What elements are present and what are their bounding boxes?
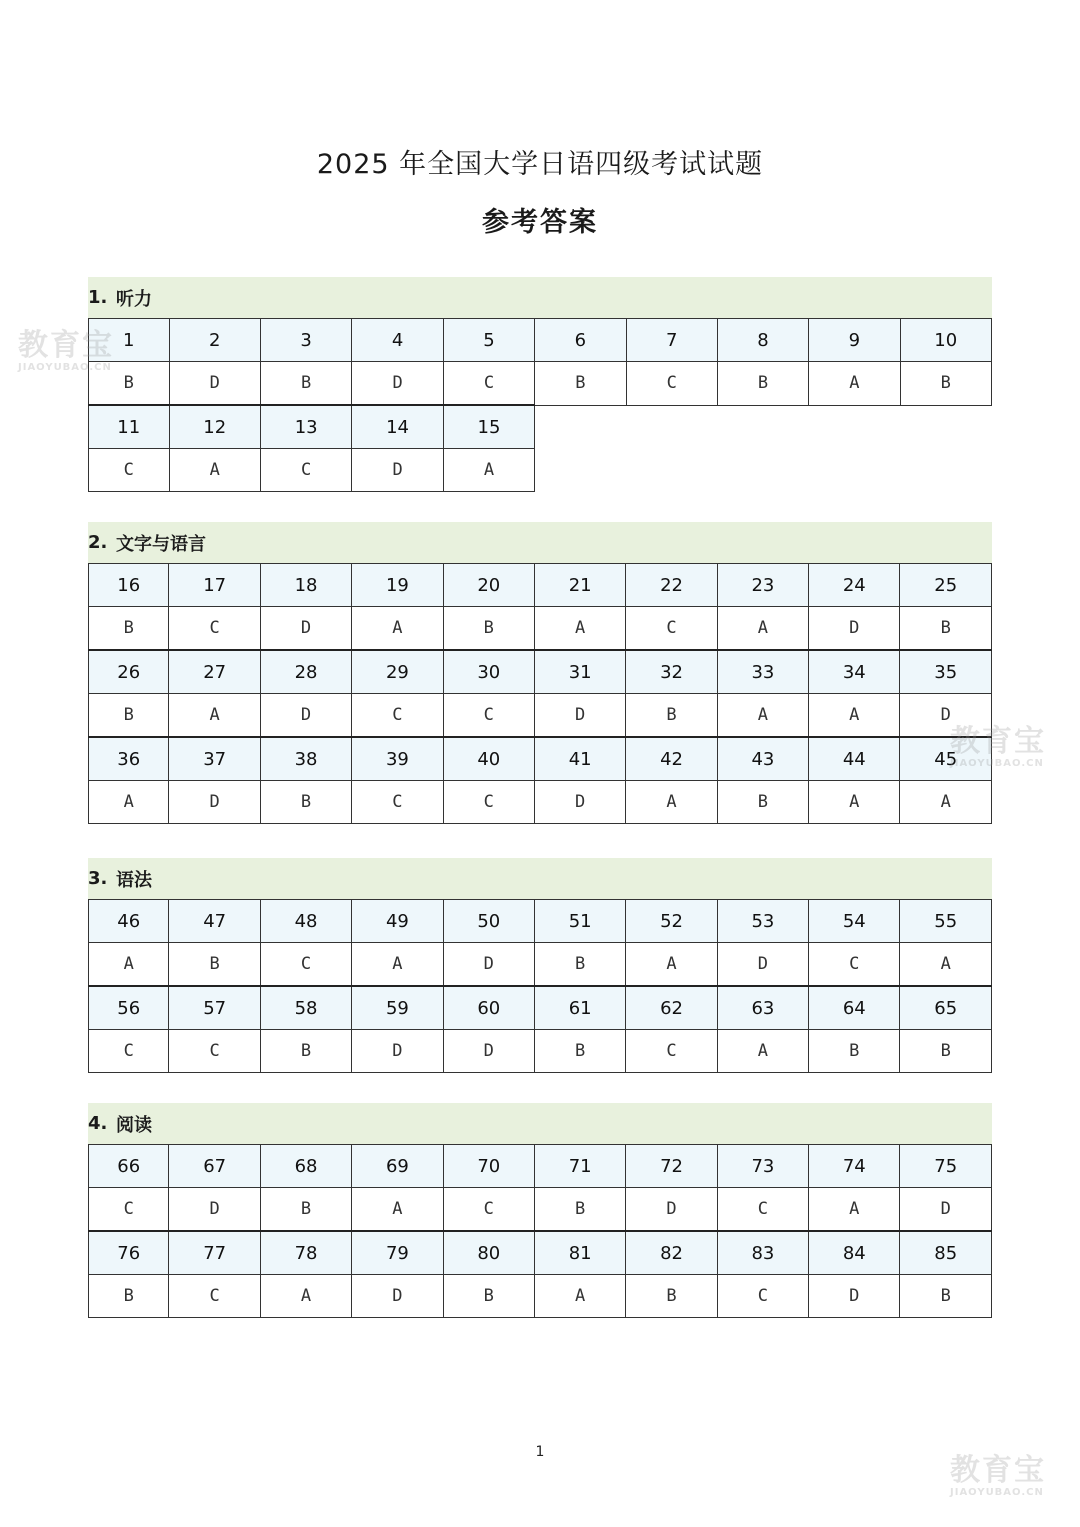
question-number: 69 <box>352 1145 443 1188</box>
answer-letter: A <box>352 1188 443 1232</box>
answer-table <box>88 563 992 824</box>
question-number: 51 <box>534 900 625 943</box>
answer-letter: D <box>626 1188 717 1232</box>
question-number: 40 <box>443 737 534 781</box>
answer-letter: B <box>89 694 169 738</box>
answer-letter: A <box>717 1030 808 1073</box>
question-number: 29 <box>352 650 443 694</box>
question-number: 33 <box>717 650 808 694</box>
answer-letter: D <box>260 694 351 738</box>
watermark-url: JIAOYUBAO.CN <box>18 362 112 373</box>
answer-letter: D <box>443 943 534 987</box>
answer-letter: A <box>169 694 260 738</box>
section-header <box>88 1103 992 1144</box>
section-title: 阅读 <box>116 1114 152 1136</box>
question-number: 36 <box>89 737 169 781</box>
question-number: 43 <box>717 737 808 781</box>
answer-letter: B <box>900 362 991 406</box>
answer-letter: D <box>169 1188 260 1232</box>
answer-letter: B <box>169 943 260 987</box>
question-number: 48 <box>260 900 351 943</box>
answer-letter: B <box>900 1275 992 1318</box>
question-number: 13 <box>260 405 351 449</box>
answer-letter: B <box>535 362 626 406</box>
question-number-row <box>89 1145 992 1188</box>
answer-letter: B <box>260 1188 351 1232</box>
question-number: 74 <box>809 1145 900 1188</box>
answer-letter: B <box>534 943 625 987</box>
answer-letter: A <box>534 607 625 651</box>
answer-letter: C <box>89 449 170 492</box>
section-title: 听力 <box>116 288 152 310</box>
question-number: 45 <box>900 737 992 781</box>
answer-letter: A <box>443 449 534 492</box>
question-number: 71 <box>534 1145 625 1188</box>
answer-table <box>88 318 992 492</box>
question-number: 68 <box>260 1145 351 1188</box>
question-number: 3 <box>260 319 351 362</box>
section-number: 4. <box>88 1113 108 1134</box>
answer-letter: A <box>626 943 717 987</box>
answer-letter: D <box>260 607 351 651</box>
answer-letter: A <box>352 607 443 651</box>
watermark-text: 教育宝 <box>950 1453 1046 1488</box>
answer-letter: C <box>443 362 534 406</box>
question-number-row <box>89 1231 992 1275</box>
question-number: 9 <box>809 319 900 362</box>
answer-letter: C <box>169 1030 260 1073</box>
answer-letter: B <box>260 1030 351 1073</box>
answer-letter: D <box>900 694 992 738</box>
question-number: 7 <box>626 319 717 362</box>
answer-letter: B <box>626 1275 717 1318</box>
answer-letter: A <box>809 694 900 738</box>
question-number: 65 <box>900 986 992 1030</box>
answer-letter: D <box>900 1188 992 1232</box>
question-number: 85 <box>900 1231 992 1275</box>
answer-letter: C <box>169 607 260 651</box>
question-number: 44 <box>809 737 900 781</box>
answer-letter: B <box>89 607 169 651</box>
answer-letter: B <box>443 1275 534 1318</box>
question-number: 64 <box>809 986 900 1030</box>
question-number: 42 <box>626 737 717 781</box>
section-number: 3. <box>88 868 108 889</box>
question-number: 47 <box>169 900 260 943</box>
answer-letter: B <box>717 781 808 824</box>
question-number: 12 <box>169 405 260 449</box>
page-title: 2025 年全国大学日语四级考试试题 <box>316 149 764 180</box>
answer-letter: A <box>809 362 900 406</box>
question-number: 30 <box>443 650 534 694</box>
question-number: 49 <box>352 900 443 943</box>
answer-letter: C <box>717 1275 808 1318</box>
question-number: 5 <box>443 319 534 362</box>
question-number: 32 <box>626 650 717 694</box>
question-number: 57 <box>169 986 260 1030</box>
question-number: 11 <box>89 405 170 449</box>
question-number: 82 <box>626 1231 717 1275</box>
answer-letter: B <box>626 694 717 738</box>
answer-letter: A <box>169 449 260 492</box>
question-number: 31 <box>534 650 625 694</box>
answer-row <box>89 1188 992 1232</box>
answer-row <box>89 943 992 987</box>
answer-letter: A <box>352 943 443 987</box>
answer-letter: C <box>717 1188 808 1232</box>
question-number: 10 <box>900 319 991 362</box>
question-number: 41 <box>534 737 625 781</box>
question-number: 39 <box>352 737 443 781</box>
answer-letter: D <box>352 362 443 406</box>
question-number-row <box>89 319 992 362</box>
answer-letter: D <box>809 607 900 651</box>
question-number: 59 <box>352 986 443 1030</box>
question-number: 84 <box>809 1231 900 1275</box>
answer-letter: D <box>443 1030 534 1073</box>
question-number-row <box>89 900 992 943</box>
answer-letter: D <box>352 1030 443 1073</box>
answer-letter: C <box>352 781 443 824</box>
question-number-row <box>89 737 992 781</box>
answer-letter: D <box>717 943 808 987</box>
answer-letter: A <box>89 781 169 824</box>
question-number: 75 <box>900 1145 992 1188</box>
watermark-url: JIAOYUBAO.CN <box>950 758 1044 769</box>
answer-letter: C <box>260 449 351 492</box>
answer-letter: B <box>260 362 351 406</box>
question-number-row <box>89 650 992 694</box>
answer-letter: D <box>169 781 260 824</box>
answer-letter: B <box>900 1030 992 1073</box>
section-header <box>88 858 992 899</box>
answer-row <box>89 694 992 738</box>
answer-letter: C <box>443 694 534 738</box>
watermark-text: 教育宝 <box>950 724 1046 759</box>
answer-letter: C <box>443 781 534 824</box>
answer-row <box>89 781 992 824</box>
question-number: 54 <box>809 900 900 943</box>
question-number: 61 <box>534 986 625 1030</box>
question-number: 1 <box>89 319 170 362</box>
section-number: 1. <box>88 287 108 308</box>
question-number: 55 <box>900 900 992 943</box>
answer-letter: D <box>809 1275 900 1318</box>
answer-row <box>89 362 992 406</box>
answer-letter: B <box>443 607 534 651</box>
question-number-row <box>89 564 992 607</box>
answer-letter: D <box>169 362 260 406</box>
section-header <box>88 522 992 563</box>
section-number: 2. <box>88 532 108 553</box>
answer-letter: A <box>534 1275 625 1318</box>
question-number: 79 <box>352 1231 443 1275</box>
question-number: 18 <box>260 564 351 607</box>
answer-letter: A <box>717 607 808 651</box>
answer-letter: B <box>900 607 992 651</box>
answer-letter: B <box>534 1030 625 1073</box>
answer-letter: C <box>89 1030 169 1073</box>
section-title: 语法 <box>116 869 152 891</box>
question-number: 21 <box>534 564 625 607</box>
watermark-logo <box>950 1455 1046 1498</box>
answer-letter: C <box>169 1275 260 1318</box>
answer-letter: B <box>534 1188 625 1232</box>
answer-row <box>89 449 992 492</box>
question-number: 2 <box>169 319 260 362</box>
page-subtitle: 参考答案 <box>482 207 598 238</box>
question-number: 58 <box>260 986 351 1030</box>
page-number: 1 <box>535 1444 545 1460</box>
section-listening <box>88 277 992 492</box>
question-number: 4 <box>352 319 443 362</box>
section-reading <box>88 1103 992 1318</box>
question-number: 37 <box>169 737 260 781</box>
question-number: 8 <box>717 319 808 362</box>
question-number: 22 <box>626 564 717 607</box>
question-number: 70 <box>443 1145 534 1188</box>
question-number: 76 <box>89 1231 169 1275</box>
section-title: 文字与语言 <box>116 533 206 555</box>
answer-letter: A <box>900 781 992 824</box>
question-number: 56 <box>89 986 169 1030</box>
answer-letter: A <box>89 943 169 987</box>
watermark-logo <box>18 330 114 373</box>
question-number-row <box>89 986 992 1030</box>
question-number: 25 <box>900 564 992 607</box>
watermark-text: 教育宝 <box>18 328 114 363</box>
answer-letter: B <box>809 1030 900 1073</box>
answer-letter: D <box>352 1275 443 1318</box>
answer-letter: A <box>260 1275 351 1318</box>
question-number: 62 <box>626 986 717 1030</box>
answer-letter: C <box>809 943 900 987</box>
question-number-row <box>89 405 992 449</box>
question-number: 6 <box>535 319 626 362</box>
question-number: 26 <box>89 650 169 694</box>
question-number: 24 <box>809 564 900 607</box>
question-number: 16 <box>89 564 169 607</box>
question-number: 46 <box>89 900 169 943</box>
question-number: 52 <box>626 900 717 943</box>
question-number: 34 <box>809 650 900 694</box>
answer-letter: B <box>89 362 170 406</box>
answer-letter: C <box>626 607 717 651</box>
answer-letter: D <box>534 781 625 824</box>
watermark-url: JIAOYUBAO.CN <box>950 1487 1044 1498</box>
answer-row <box>89 1275 992 1318</box>
answer-table <box>88 1144 992 1318</box>
question-number: 15 <box>443 405 534 449</box>
question-number: 27 <box>169 650 260 694</box>
question-number: 14 <box>352 405 443 449</box>
answer-table <box>88 899 992 1073</box>
answer-letter: C <box>626 362 717 406</box>
question-number: 67 <box>169 1145 260 1188</box>
question-number: 19 <box>352 564 443 607</box>
answer-letter: A <box>626 781 717 824</box>
question-number: 23 <box>717 564 808 607</box>
question-number: 72 <box>626 1145 717 1188</box>
answer-letter: C <box>89 1188 169 1232</box>
question-number: 28 <box>260 650 351 694</box>
question-number: 17 <box>169 564 260 607</box>
answer-letter: B <box>260 781 351 824</box>
question-number: 53 <box>717 900 808 943</box>
question-number: 73 <box>717 1145 808 1188</box>
question-number: 80 <box>443 1231 534 1275</box>
answer-letter: D <box>534 694 625 738</box>
answer-letter: D <box>352 449 443 492</box>
answer-letter: B <box>89 1275 169 1318</box>
question-number: 77 <box>169 1231 260 1275</box>
answer-letter: A <box>809 781 900 824</box>
answer-letter: B <box>717 362 808 406</box>
answer-letter: C <box>443 1188 534 1232</box>
answer-letter: A <box>900 943 992 987</box>
section-grammar <box>88 858 992 1073</box>
answer-row <box>89 1030 992 1073</box>
answer-letter: C <box>260 943 351 987</box>
section-vocabulary <box>88 522 992 824</box>
question-number: 20 <box>443 564 534 607</box>
question-number: 81 <box>534 1231 625 1275</box>
answer-letter: A <box>809 1188 900 1232</box>
answer-letter: C <box>626 1030 717 1073</box>
question-number: 63 <box>717 986 808 1030</box>
question-number: 83 <box>717 1231 808 1275</box>
question-number: 60 <box>443 986 534 1030</box>
watermark-logo <box>950 726 1046 769</box>
question-number: 78 <box>260 1231 351 1275</box>
answer-row <box>89 607 992 651</box>
answer-letter: A <box>717 694 808 738</box>
question-number: 50 <box>443 900 534 943</box>
question-number: 66 <box>89 1145 169 1188</box>
section-header <box>88 277 992 318</box>
question-number: 38 <box>260 737 351 781</box>
question-number: 35 <box>900 650 992 694</box>
answer-letter: C <box>352 694 443 738</box>
